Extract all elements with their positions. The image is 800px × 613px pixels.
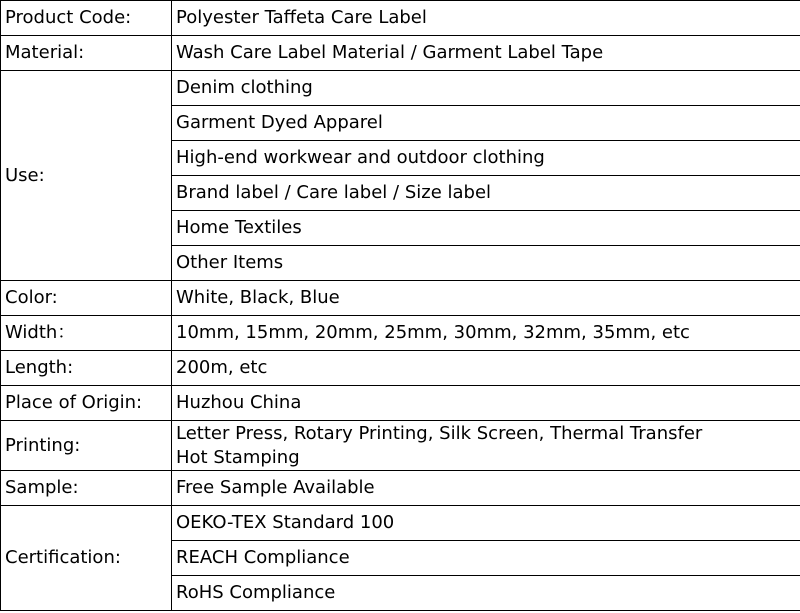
printing-line: Hot Stamping bbox=[176, 446, 300, 468]
table-row bbox=[1, 316, 800, 351]
table-row bbox=[1, 1, 800, 36]
row-value-use-item: Denim clothing bbox=[172, 71, 800, 106]
row-value-use-item: Home Textiles bbox=[172, 211, 800, 246]
row-label-certification: Certification: bbox=[1, 506, 172, 611]
row-value-certification-item: REACH Compliance bbox=[172, 541, 800, 576]
row-label-use: Use: bbox=[1, 71, 172, 281]
row-value-place-of-origin: Huzhou China bbox=[172, 386, 800, 421]
table-row bbox=[1, 71, 800, 106]
printing-line: Letter Press, Rotary Printing, Silk Screen, Thermal Transfer bbox=[176, 422, 703, 444]
table-row bbox=[1, 471, 800, 506]
row-label-color: Color: bbox=[1, 281, 172, 316]
row-label-length: Length: bbox=[1, 351, 172, 386]
row-value-product-code: Polyester Taffeta Care Label bbox=[172, 1, 800, 36]
row-value-length: 200m, etc bbox=[172, 351, 800, 386]
row-value-sample: Free Sample Available bbox=[172, 471, 800, 506]
row-value-certification-item: RoHS Compliance bbox=[172, 576, 800, 611]
row-value-certification-item: OEKO-TEX Standard 100 bbox=[172, 506, 800, 541]
row-value-material: Wash Care Label Material / Garment Label Tape bbox=[172, 36, 800, 71]
table-row bbox=[1, 36, 800, 71]
table-row bbox=[1, 281, 800, 316]
table-row bbox=[1, 421, 800, 471]
row-value-use-item: High-end workwear and outdoor clothing bbox=[172, 141, 800, 176]
row-label-printing: Printing: bbox=[1, 421, 172, 471]
row-label-product-code: Product Code: bbox=[1, 1, 172, 36]
row-value-width: 10mm, 15mm, 20mm, 25mm, 30mm, 32mm, 35mm, etc bbox=[172, 316, 800, 351]
table-row bbox=[1, 506, 800, 541]
table-row bbox=[1, 386, 800, 421]
row-value-printing bbox=[172, 421, 800, 471]
row-value-use-item: Garment Dyed Apparel bbox=[172, 106, 800, 141]
row-value-use-item: Brand label / Care label / Size label bbox=[172, 176, 800, 211]
row-label-material: Material: bbox=[1, 36, 172, 71]
table-row bbox=[1, 351, 800, 386]
row-label-place-of-origin: Place of Origin: bbox=[1, 386, 172, 421]
row-label-width: Width： bbox=[1, 316, 172, 351]
row-value-color: White, Black, Blue bbox=[172, 281, 800, 316]
row-value-use-item: Other Items bbox=[172, 246, 800, 281]
row-label-sample: Sample: bbox=[1, 471, 172, 506]
